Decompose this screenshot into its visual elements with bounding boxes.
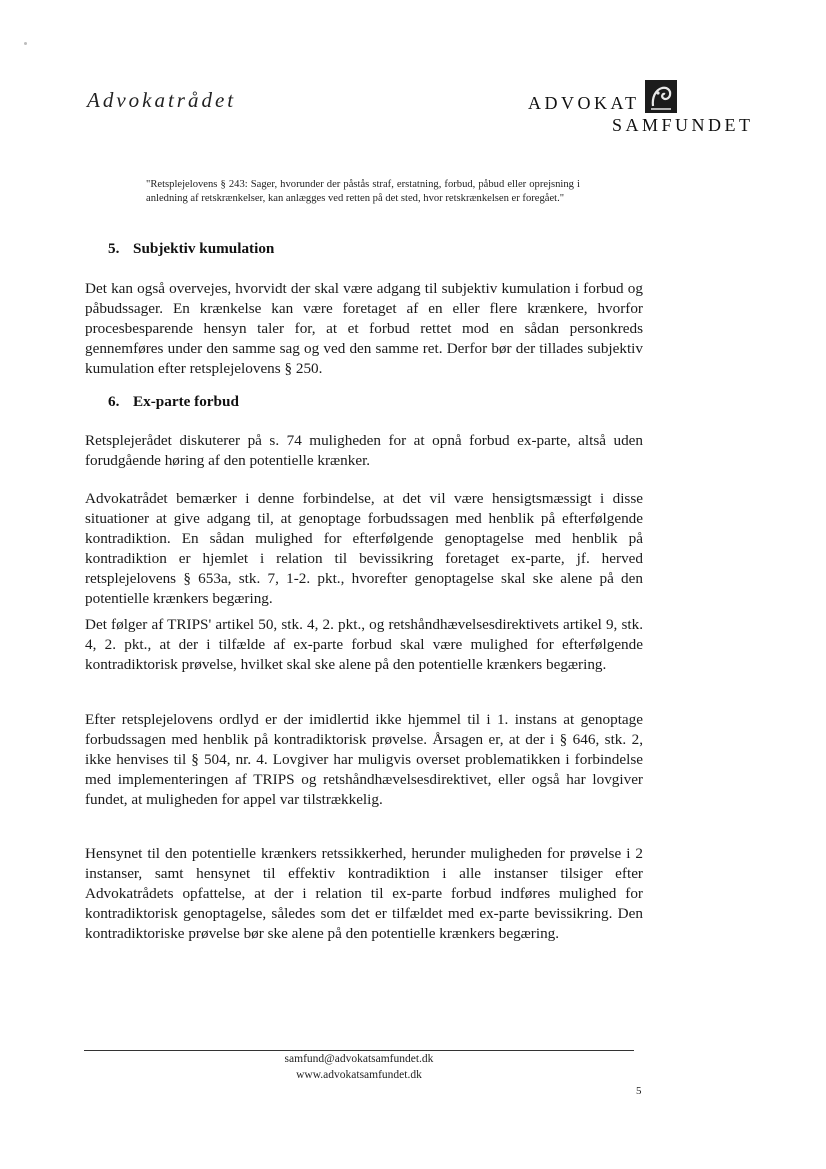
section-number: 6. (108, 393, 120, 410)
scan-speck (24, 42, 27, 45)
page-number: 5 (636, 1085, 642, 1097)
paragraph: Efter retsplejelovens ordlyd er der imidlertid ikke hjemmel til i 1. instans at genoptage forbudssagen med henblik på kontradiktorisk prøvelse. Årsagen er, at der i § 646, stk. 2, ikke henvises til § 504, nr. 4. Lovgiver har muligvis overset problematikken i forbindelse med implementeringen af TRIPS og retshåndhævelsesdirektivet, eller også har lovgiver fundet, at muligheden for appel var tilstrækkelig. (85, 711, 643, 808)
paragraph: Hensynet til den potentielle krænkers retssikkerhed, herunder muligheden for prøvelse i 2 instanser, samt hensynet til effektiv kontradiktion i alle instanser tilsiger efter Advokatrådets opfattelse, at der i relation til ex-parte forbud indføres mulighed for kontradiktorisk genoptagelse, således som det er tilfældet med ex-parte bevissikring. Den kontradiktoriske prøvelse bør ske alene på den potentielle krænkers begæring. (85, 845, 643, 942)
section-heading-6 (108, 393, 239, 411)
section-number: 5. (108, 240, 120, 257)
section-title: Ex-parte forbud (133, 393, 239, 410)
statute-quote: "Retsplejelovens § 243: Sager, hvorunder der påstås straf, erstatning, forbud, påbud eller oprejsning i anledning af retskrænkelser, kan anlægges ved retten på det sted, hvor retskrænkelsen er foregået." (146, 179, 580, 204)
section-title: Subjektiv kumulation (133, 240, 275, 257)
paragraph: Det følger af TRIPS' artikel 50, stk. 4, 2. pkt., og retshåndhævelsesdirektivets artikel 9, stk. 4, 2. pkt., at der i tilfælde af ex-parte forbud skal være mulighed for efterfølgende kontradiktorisk prøvelse, hvilket skal ske alene på den potentielle krænkers begæring. (85, 616, 643, 673)
section-heading-5 (108, 240, 274, 258)
footer-website: www.advokatsamfundet.dk (296, 1069, 422, 1081)
logo-emblem-icon (645, 80, 677, 113)
paragraph: Det kan også overvejes, hvorvidt der skal være adgang til subjektiv kumulation i forbud og påbudssager. En krænkelse kan være foretaget af en eller flere krænkere, hvorfor procesbesparende hensyn taler for, at et forbud rettet mod en sådan personkreds gennemføres under den samme sag og ved den samme ret. Derfor bør der tillades subjektiv kumulation efter retsplejelovens § 250. (85, 280, 643, 377)
logo-word-advokat: ADVOKAT (528, 93, 640, 113)
footer-divider (84, 1050, 634, 1051)
advokatsamfundet-logo (528, 80, 793, 140)
header-title: Advokatrådet (87, 88, 237, 112)
footer-email: samfund@advokatsamfundet.dk (284, 1053, 434, 1065)
paragraph: Retsplejerådet diskuterer på s. 74 muligheden for at opnå forbud ex-parte, altså uden forudgående høring af den potentielle krænker. (85, 432, 643, 469)
paragraph: Advokatrådet bemærker i denne forbindelse, at det vil være hensigtsmæssigt i disse situationer at give adgang til, at genoptage forbudssagen med henblik på efterfølgende kontradiktion. En sådan mulighed for efterfølgende genoptagelse med henblik på kontradiktion er hjemlet i relation til bevissikring foretaget ex-parte, jf. herved retsplejelovens § 653a, stk. 7, 1-2. pkt., hvorefter genoptagelse skal ske alene på den potentielle krænkers begæring. (85, 490, 643, 607)
logo-word-samfundet: SAMFUNDET (612, 115, 754, 135)
